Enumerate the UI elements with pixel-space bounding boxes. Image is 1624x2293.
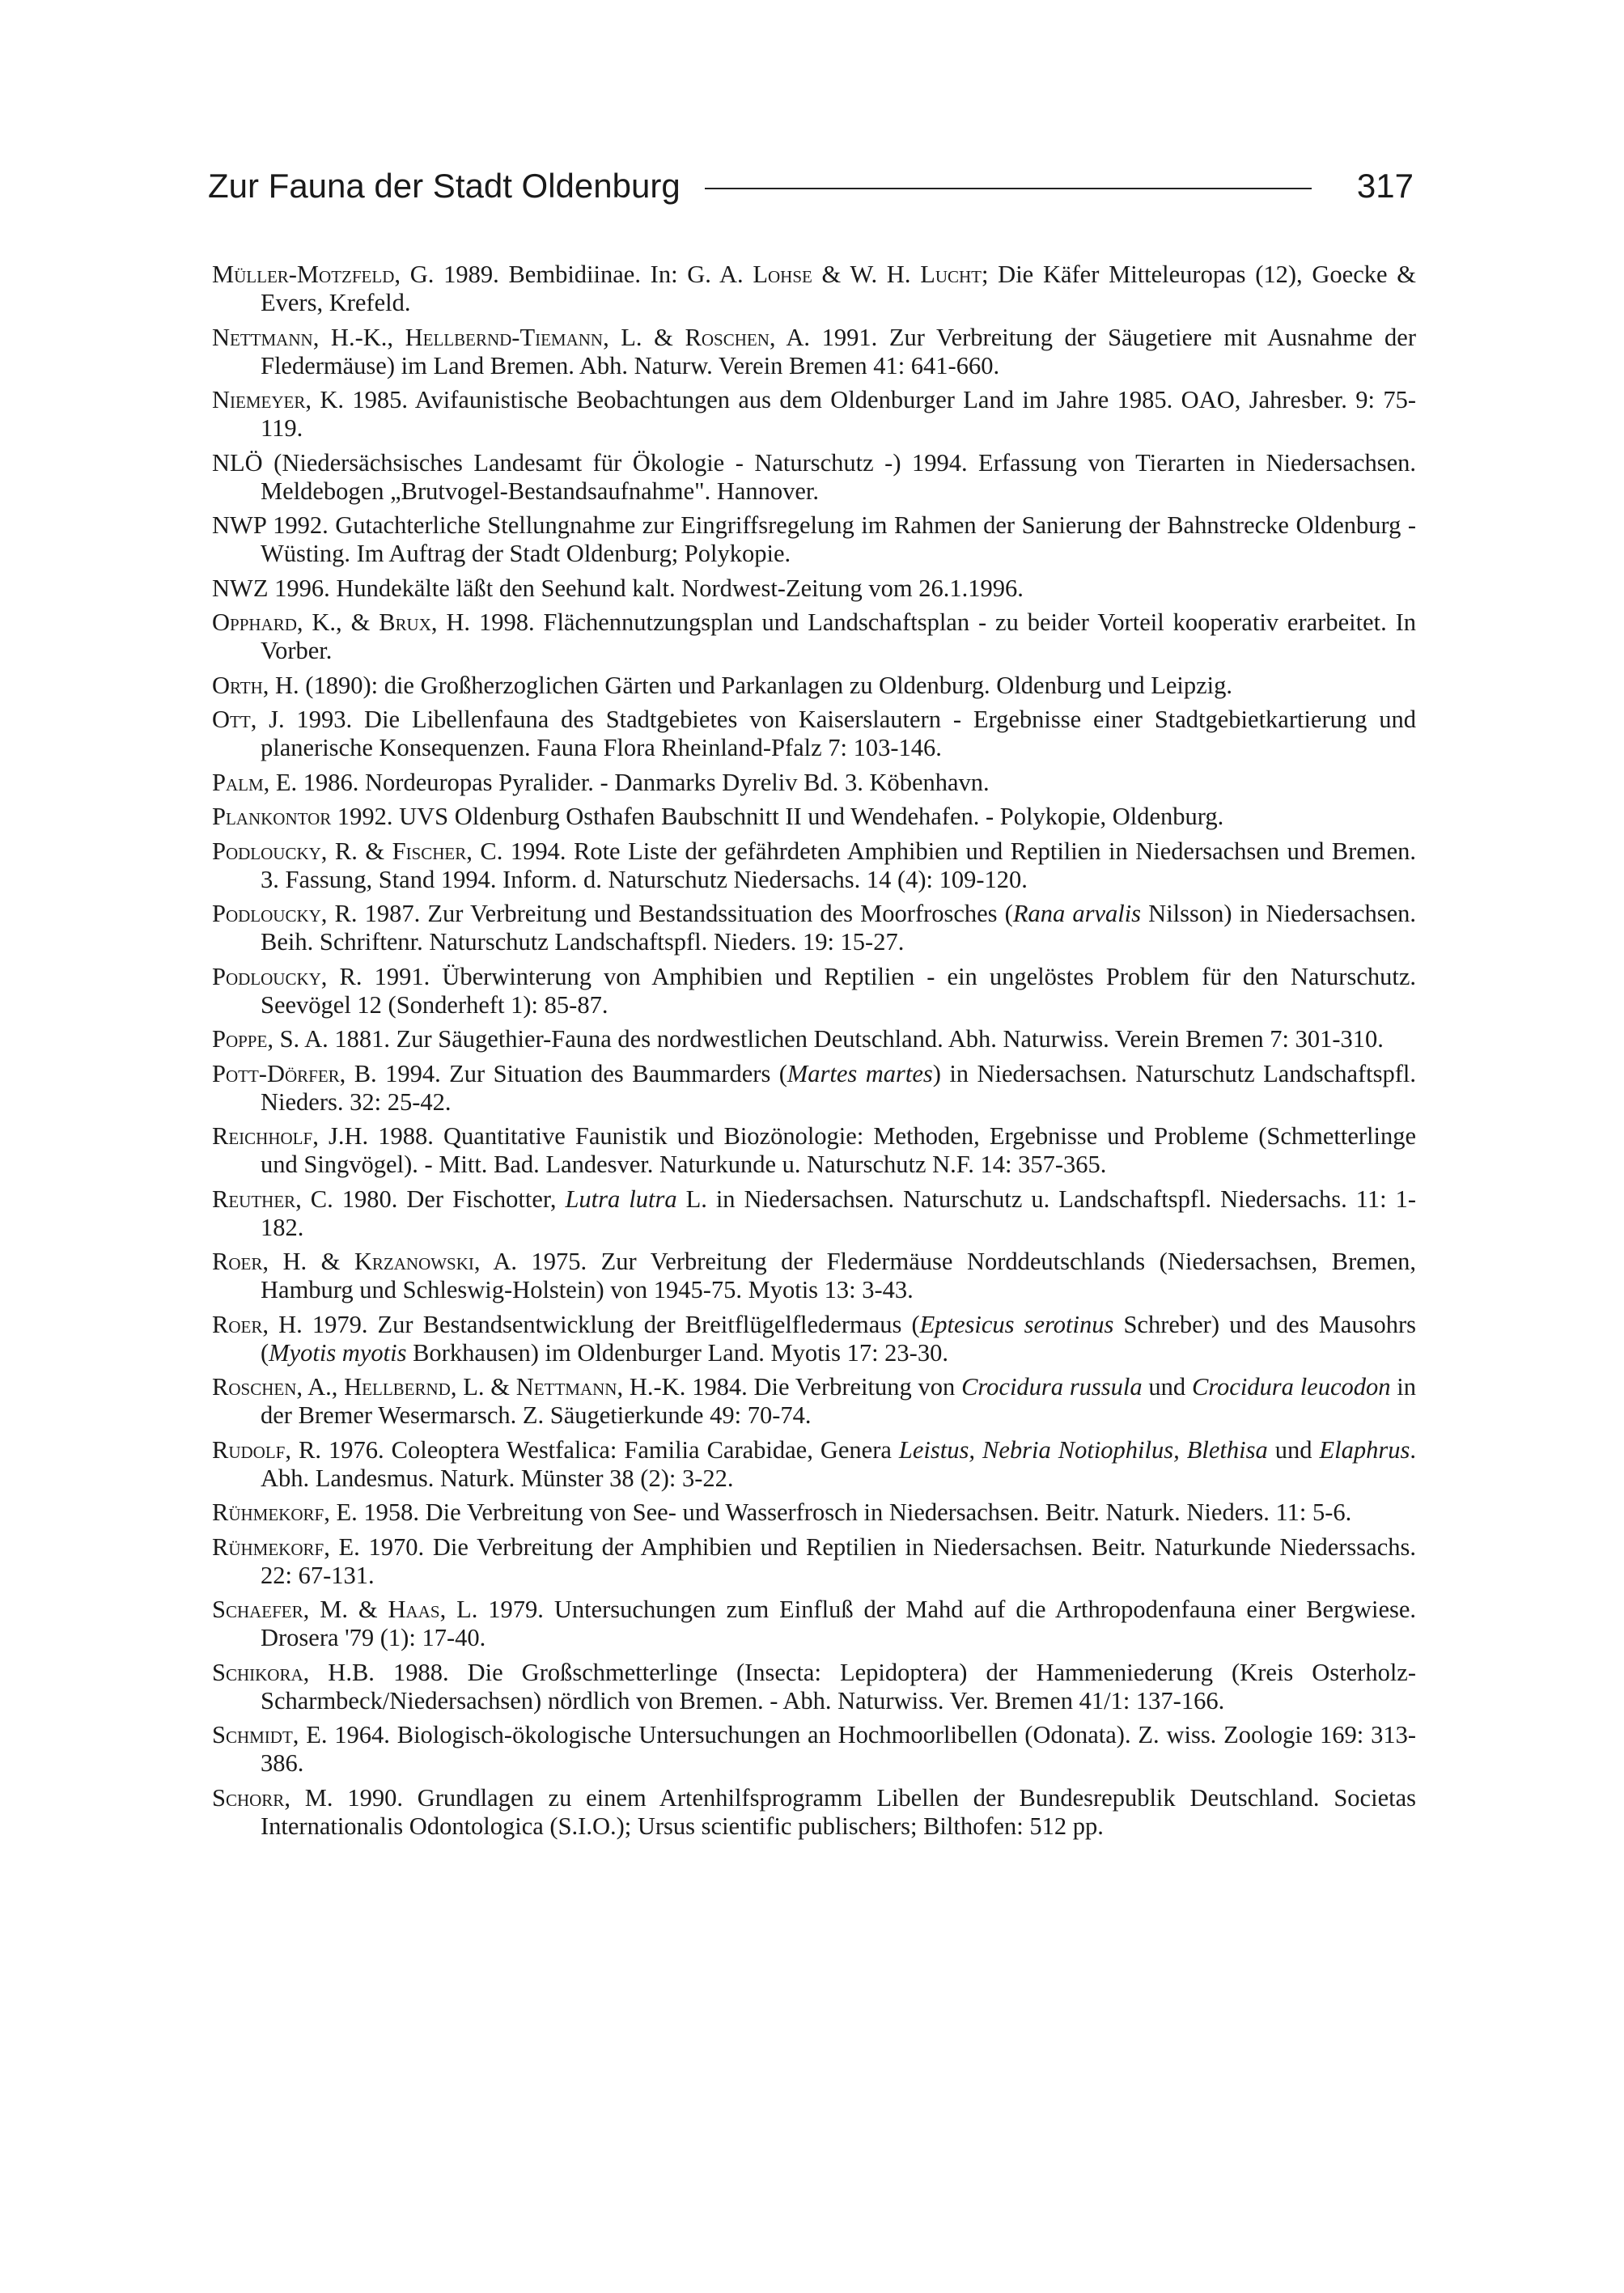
- page-number: 317: [1356, 167, 1414, 205]
- reference-text: , G. 1989. Bembidiinae. In: G. A.: [394, 261, 753, 288]
- reference-text: ) in Niedersachsen. Naturschutz Landschaftspfl. Nieders. 32: 25-42.: [261, 1059, 1416, 1116]
- italic-term: Lutra lutra: [565, 1185, 677, 1213]
- author-name: Nettmann: [515, 1373, 617, 1401]
- reference-entry: [212, 574, 1416, 603]
- italic-term: Crocidura russula: [961, 1373, 1143, 1401]
- reference-text: Borkhausen) im Oldenburger Land. Myotis 17: 23-30.: [406, 1338, 948, 1367]
- italic-term: Crocidura leucodon: [1191, 1373, 1391, 1401]
- reference-entry: [212, 900, 1416, 956]
- reference-text: NLÖ (Niedersächsisches Landesamt für Ökologie - Naturschutz -) 1994. Erfassung von Tierarten in Niedersachsen. Meldebogen „Brutvogel-Bestandsaufnahme". Hannover.: [212, 448, 1416, 505]
- author-name: Reuther: [212, 1185, 296, 1213]
- reference-text: Nilsson) in Niedersachsen. Beih. Schriftenr. Naturschutz Landschaftspfl. Nieders. 19: 15-27.: [261, 900, 1416, 956]
- reference-entry: [212, 1311, 1416, 1367]
- reference-entry: [212, 1373, 1416, 1430]
- reference-text: , H.-K. 1984. Die Verbreitung von: [617, 1373, 962, 1401]
- reference-entry: [212, 324, 1416, 380]
- reference-entry: [212, 963, 1416, 1019]
- reference-text: , J.H. 1988. Quantitative Faunistik und Biozönologie: Methoden, Ergebnisse und Probleme (Schmetterlinge und Singvögel). - Mitt. Bad. Landesver. Naturkunde u. Naturschutz N.F. 14: 357-365.: [261, 1122, 1416, 1178]
- reference-text: , E. 1964. Biologisch-ökologische Untersuchungen an Hochmoorlibellen (Odonata). Z. wiss. Zoologie 169: 313-386.: [261, 1721, 1416, 1777]
- reference-text: L. in Niedersachsen. Naturschutz u. Landschaftspfl. Niedersachs. 11: 1-182.: [261, 1185, 1416, 1241]
- author-name: Haas: [388, 1596, 440, 1623]
- reference-text: und: [1267, 1435, 1320, 1464]
- author-name: Pott-Dörfer: [212, 1059, 340, 1087]
- reference-text: , H. 1998. Flächennutzungsplan und Landschaftsplan - zu beider Vorteil kooperativ erarbeitet. In Vorber.: [261, 608, 1416, 664]
- reference-entry: [212, 1060, 1416, 1117]
- italic-term: Leistus, Nebria Notiophilus, Blethisa: [898, 1435, 1268, 1464]
- reference-text: , B. 1994. Zur Situation des Baummarders (: [339, 1059, 787, 1087]
- author-name: Podloucky: [212, 837, 321, 865]
- author-name: Ott: [212, 706, 251, 733]
- reference-text: , E. 1970. Die Verbreitung der Amphibien und Reptilien in Niedersachsen. Beitr. Naturkunde Niederssachs. 22: 67-131.: [261, 1532, 1416, 1589]
- reference-text: , K. 1985. Avifaunistische Beobachtungen aus dem Oldenburger Land im Jahre 1985. OAO, Jahresber. 9: 75-119.: [261, 386, 1416, 442]
- author-name: Palm: [212, 768, 264, 796]
- reference-text: & W. H.: [812, 261, 921, 288]
- reference-text: NWZ 1996. Hundekälte läßt den Seehund kalt. Nordwest-Zeitung vom 26.1.1996.: [212, 574, 1024, 602]
- author-name: Podloucky: [212, 962, 321, 990]
- reference-text: in der Bremer Wesermarsch. Z. Säugetierkunde 49: 70-74.: [261, 1373, 1417, 1429]
- reference-text: NWP 1992. Gutachterliche Stellungnahme zur Eingriffsregelung im Rahmen der Sanierung der Bahnstrecke Oldenburg - Wüsting. Im Auftrag der Stadt Oldenburg; Polykopie.: [212, 511, 1416, 567]
- reference-entry: [212, 1122, 1416, 1179]
- author-name: Roer: [212, 1248, 263, 1275]
- reference-text: , L. &: [450, 1373, 516, 1401]
- reference-entry: [212, 1248, 1416, 1304]
- running-head-title: Zur Fauna der Stadt Oldenburg: [208, 167, 681, 205]
- reference-entry: [212, 608, 1416, 665]
- reference-text: , A. 1975. Zur Verbreitung der Fledermäuse Norddeutschlands (Niedersachsen, Bremen, Hamburg und Schleswig-Holstein) von 1945-75. Myotis 13: 3-43.: [261, 1248, 1416, 1303]
- reference-entry: [212, 837, 1416, 894]
- italic-term: Rana arvalis: [1012, 900, 1142, 927]
- reference-text: , L. 1979. Untersuchungen zum Einfluß der Mahd auf die Arthropodenfauna einer Bergwiese. Drosera '79 (1): 17-40.: [261, 1596, 1417, 1651]
- reference-entry: [212, 769, 1416, 797]
- author-name: Orth: [212, 671, 263, 699]
- reference-text: , K., &: [296, 608, 379, 636]
- reference-entry: [212, 261, 1416, 317]
- author-name: Krzanowski: [354, 1248, 474, 1275]
- reference-text: , M. &: [303, 1596, 388, 1623]
- author-name: Hellbernd: [344, 1373, 451, 1401]
- reference-text: , C. 1980. Der Fischotter,: [295, 1185, 566, 1213]
- reference-text: , H. 1979. Zur Bestandsentwicklung der Breitflügelfledermaus (: [262, 1310, 920, 1338]
- reference-text: und: [1142, 1373, 1192, 1401]
- header-rule: [705, 188, 1312, 189]
- reference-entry: [212, 803, 1416, 831]
- reference-list: [212, 261, 1416, 1846]
- author-name: Podloucky: [212, 900, 321, 927]
- reference-entry: [212, 1784, 1416, 1841]
- italic-term: Eptesicus serotinus: [919, 1310, 1114, 1338]
- reference-text: 1992. UVS Oldenburg Osthafen Baubschnitt II und Wendehafen. - Polykopie, Oldenburg.: [331, 803, 1224, 830]
- author-name: Fischer: [392, 837, 467, 865]
- author-name: Schmidt: [212, 1721, 293, 1748]
- author-name: Schaefer: [212, 1596, 303, 1623]
- author-name: Roschen: [685, 323, 770, 351]
- author-name: Brux: [379, 608, 431, 636]
- reference-text: , H.B. 1988. Die Großschmetterlinge (Insecta: Lepidoptera) der Hammeniederung (Kreis Osterholz-Scharmbeck/Niedersachsen) nördlich von Bremen. - Abh. Naturwiss. Ver. Bremen 41/1: 137-166.: [261, 1658, 1416, 1714]
- reference-entry: [212, 1498, 1416, 1527]
- reference-entry: [212, 449, 1416, 506]
- reference-entry: [212, 1436, 1416, 1493]
- reference-entry: [212, 1596, 1416, 1652]
- reference-text: , R. 1987. Zur Verbreitung und Bestandssituation des Moorfrosches (: [320, 900, 1013, 927]
- reference-text: , S. A. 1881. Zur Säugethier-Fauna des nordwestlichen Deutschland. Abh. Naturwiss. Verein Bremen 7: 301-310.: [267, 1025, 1384, 1053]
- reference-text: , C. 1994. Rote Liste der gefährdeten Amphibien und Reptilien in Niedersachsen und Bremen. 3. Fassung, Stand 1994. Inform. d. Naturschutz Niedersachs. 14 (4): 109-120.: [261, 837, 1416, 893]
- italic-term: Myotis myotis: [269, 1338, 407, 1367]
- reference-text: Schreber) und des Mausohrs (: [261, 1310, 1417, 1367]
- reference-entry: [212, 1533, 1416, 1590]
- italic-term: Martes martes: [787, 1059, 933, 1087]
- author-name: Poppe: [212, 1025, 268, 1053]
- author-name: Schikora: [212, 1658, 303, 1686]
- author-name: Niemeyer: [212, 386, 306, 413]
- reference-text: , E. 1958. Die Verbreitung von See- und Wasserfrosch in Niedersachsen. Beitr. Naturk. Nieders. 11: 5-6.: [324, 1498, 1352, 1526]
- author-name: Reichholf: [212, 1122, 313, 1150]
- author-name: Nettmann: [212, 323, 313, 351]
- reference-text: , M. 1990. Grundlagen zu einem Artenhilfsprogramm Libellen der Bundesrepublik Deutschland. Societas Internationalis Odontologica (S.I.O.); Ursus scientific publischers; Bilthofen: 512 pp.: [261, 1783, 1416, 1840]
- reference-entry: [212, 1659, 1416, 1715]
- reference-entry: [212, 672, 1416, 700]
- author-name: Rühmekorf: [212, 1532, 324, 1561]
- reference-entry: [212, 706, 1416, 762]
- reference-text: ; Die Käfer Mitteleuropas (12), Goecke & Evers, Krefeld.: [261, 261, 1416, 316]
- reference-text: , R. 1976. Coleoptera Westfalica: Familia Carabidae, Genera: [285, 1435, 899, 1464]
- reference-text: , E. 1986. Nordeuropas Pyralider. - Danmarks Dyreliv Bd. 3. Köbenhavn.: [263, 768, 990, 796]
- running-head: [208, 160, 1414, 212]
- italic-term: Elaphrus: [1319, 1435, 1410, 1464]
- reference-text: , H.-K.,: [312, 323, 405, 351]
- reference-text: , A.,: [296, 1373, 345, 1401]
- reference-text: , H. (1890): die Großherzoglichen Gärten und Parkanlagen zu Oldenburg. Oldenburg und Leipzig.: [262, 671, 1232, 699]
- reference-entry: [212, 1185, 1416, 1242]
- author-name: Müller-Motzfeld: [212, 261, 395, 288]
- reference-entry: [212, 386, 1416, 443]
- reference-text: . Abh. Landesmus. Naturk. Münster 38 (2): 3-22.: [261, 1435, 1417, 1492]
- author-name: Rühmekorf: [212, 1498, 324, 1526]
- author-name: Schorr: [212, 1783, 285, 1812]
- author-name: Roschen: [212, 1373, 297, 1401]
- reference-text: , A. 1991. Zur Verbreitung der Säugetiere mit Ausnahme der Fledermäuse) im Land Bremen. Abh. Naturw. Verein Bremen 41: 641-660.: [261, 323, 1416, 379]
- reference-text: , L. &: [603, 323, 685, 351]
- reference-entry: [212, 511, 1416, 568]
- reference-text: , J. 1993. Die Libellenfauna des Stadtgebietes von Kaiserslautern - Ergebnisse einer Stadtgebietkartierung und planerische Konsequenzen. Fauna Flora Rheinland-Pfalz 7: 103-146.: [250, 706, 1416, 761]
- reference-entry: [212, 1025, 1416, 1053]
- reference-text: , R. &: [320, 837, 392, 865]
- author-name: Lucht: [920, 261, 982, 288]
- reference-entry: [212, 1721, 1416, 1778]
- author-name: Roer: [212, 1310, 263, 1338]
- author-name: Rudolf: [212, 1435, 286, 1464]
- author-name: Hellbernd-Tiemann: [405, 323, 604, 351]
- reference-text: , R. 1991. Überwinterung von Amphibien und Reptilien - ein ungelöstes Problem für den Naturschutz. Seevögel 12 (Sonderheft 1): 85-87.: [261, 962, 1416, 1019]
- reference-text: , H. &: [262, 1248, 354, 1275]
- author-name: Plankontor: [212, 803, 332, 830]
- author-name: Lohse: [753, 261, 812, 288]
- author-name: Opphard: [212, 608, 297, 636]
